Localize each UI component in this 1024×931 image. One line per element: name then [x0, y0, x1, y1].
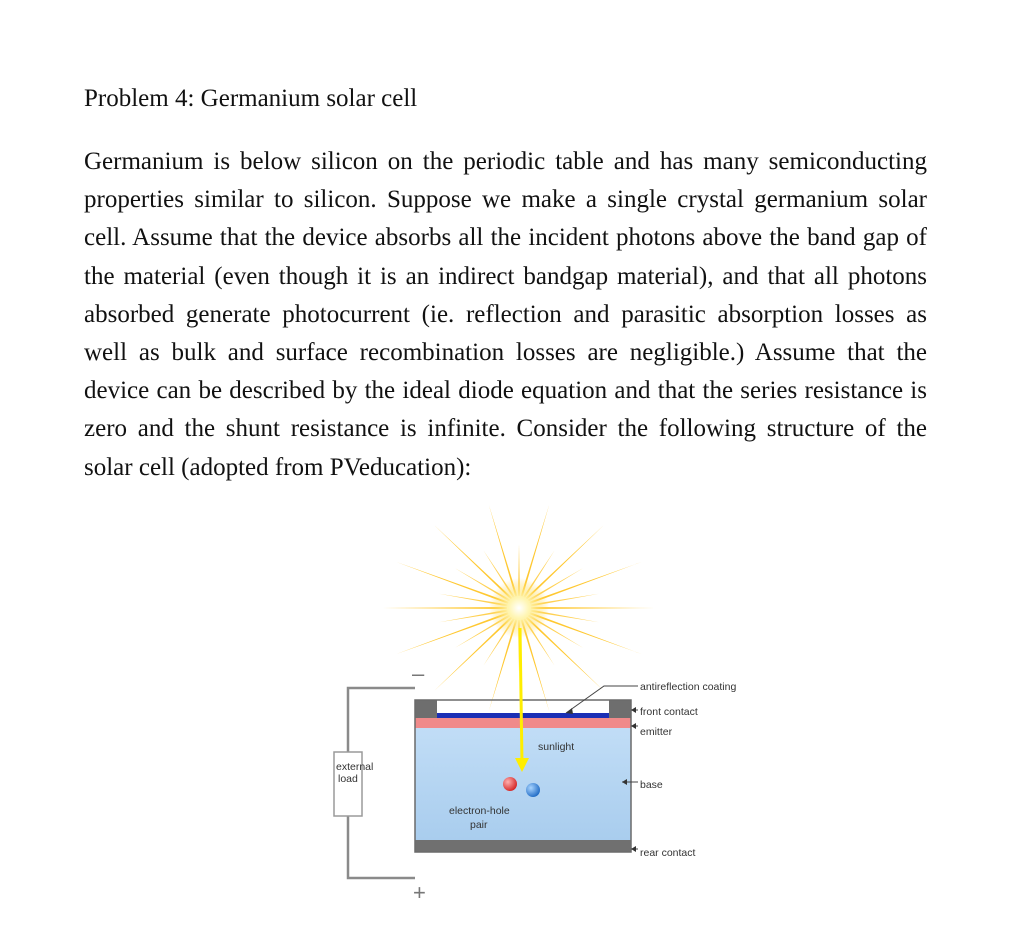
external-load-label-2: load [338, 773, 358, 785]
sunlight-label: sunlight [538, 741, 575, 753]
antireflection-label: antireflection coating [640, 681, 737, 693]
plus-sign: + [413, 880, 426, 905]
front-contact-label: front contact [640, 706, 698, 718]
sun-ray [531, 607, 655, 609]
sun-ray [383, 607, 507, 609]
problem-paragraph: Germanium is below silicon on the periodic table and has many semiconducting properties similar to silicon. Suppose we make a single crystal germanium solar cell. Assume that the device absorbs all the incident photons above the band gap of the material (even though it is an indirect bandgap material), and that all photons absorbed generate photocurrent (ie. reflection and parasitic absorption losses as well as bulk and surface recombination losses are negligible.) Assume that the device can be described by the ideal diode equation and that the series resistance is zero and the shunt resistance is infinite. Consider the following structure of the solar cell (adopted from PVeducation): [84, 148, 927, 481]
cell-layers [415, 700, 631, 852]
minus-sign: – [412, 661, 425, 686]
front-contact-left [415, 700, 437, 718]
external-load-label-1: external [336, 761, 374, 773]
emitter-label: emitter [640, 726, 673, 738]
hole-icon [526, 783, 540, 797]
rear-contact-label: rear contact [640, 847, 696, 859]
rear-contact [415, 840, 631, 852]
front-contact-right [609, 700, 631, 718]
antireflection-layer [415, 713, 631, 718]
pair-label-1: electron-hole [449, 805, 510, 817]
electron-icon [503, 777, 517, 791]
emitter-layer [415, 718, 631, 728]
pair-label-2: pair [470, 819, 488, 831]
base-label: base [640, 779, 663, 791]
problem-title: Problem 4: Germanium solar cell [84, 85, 418, 112]
external-circuit [334, 661, 426, 905]
